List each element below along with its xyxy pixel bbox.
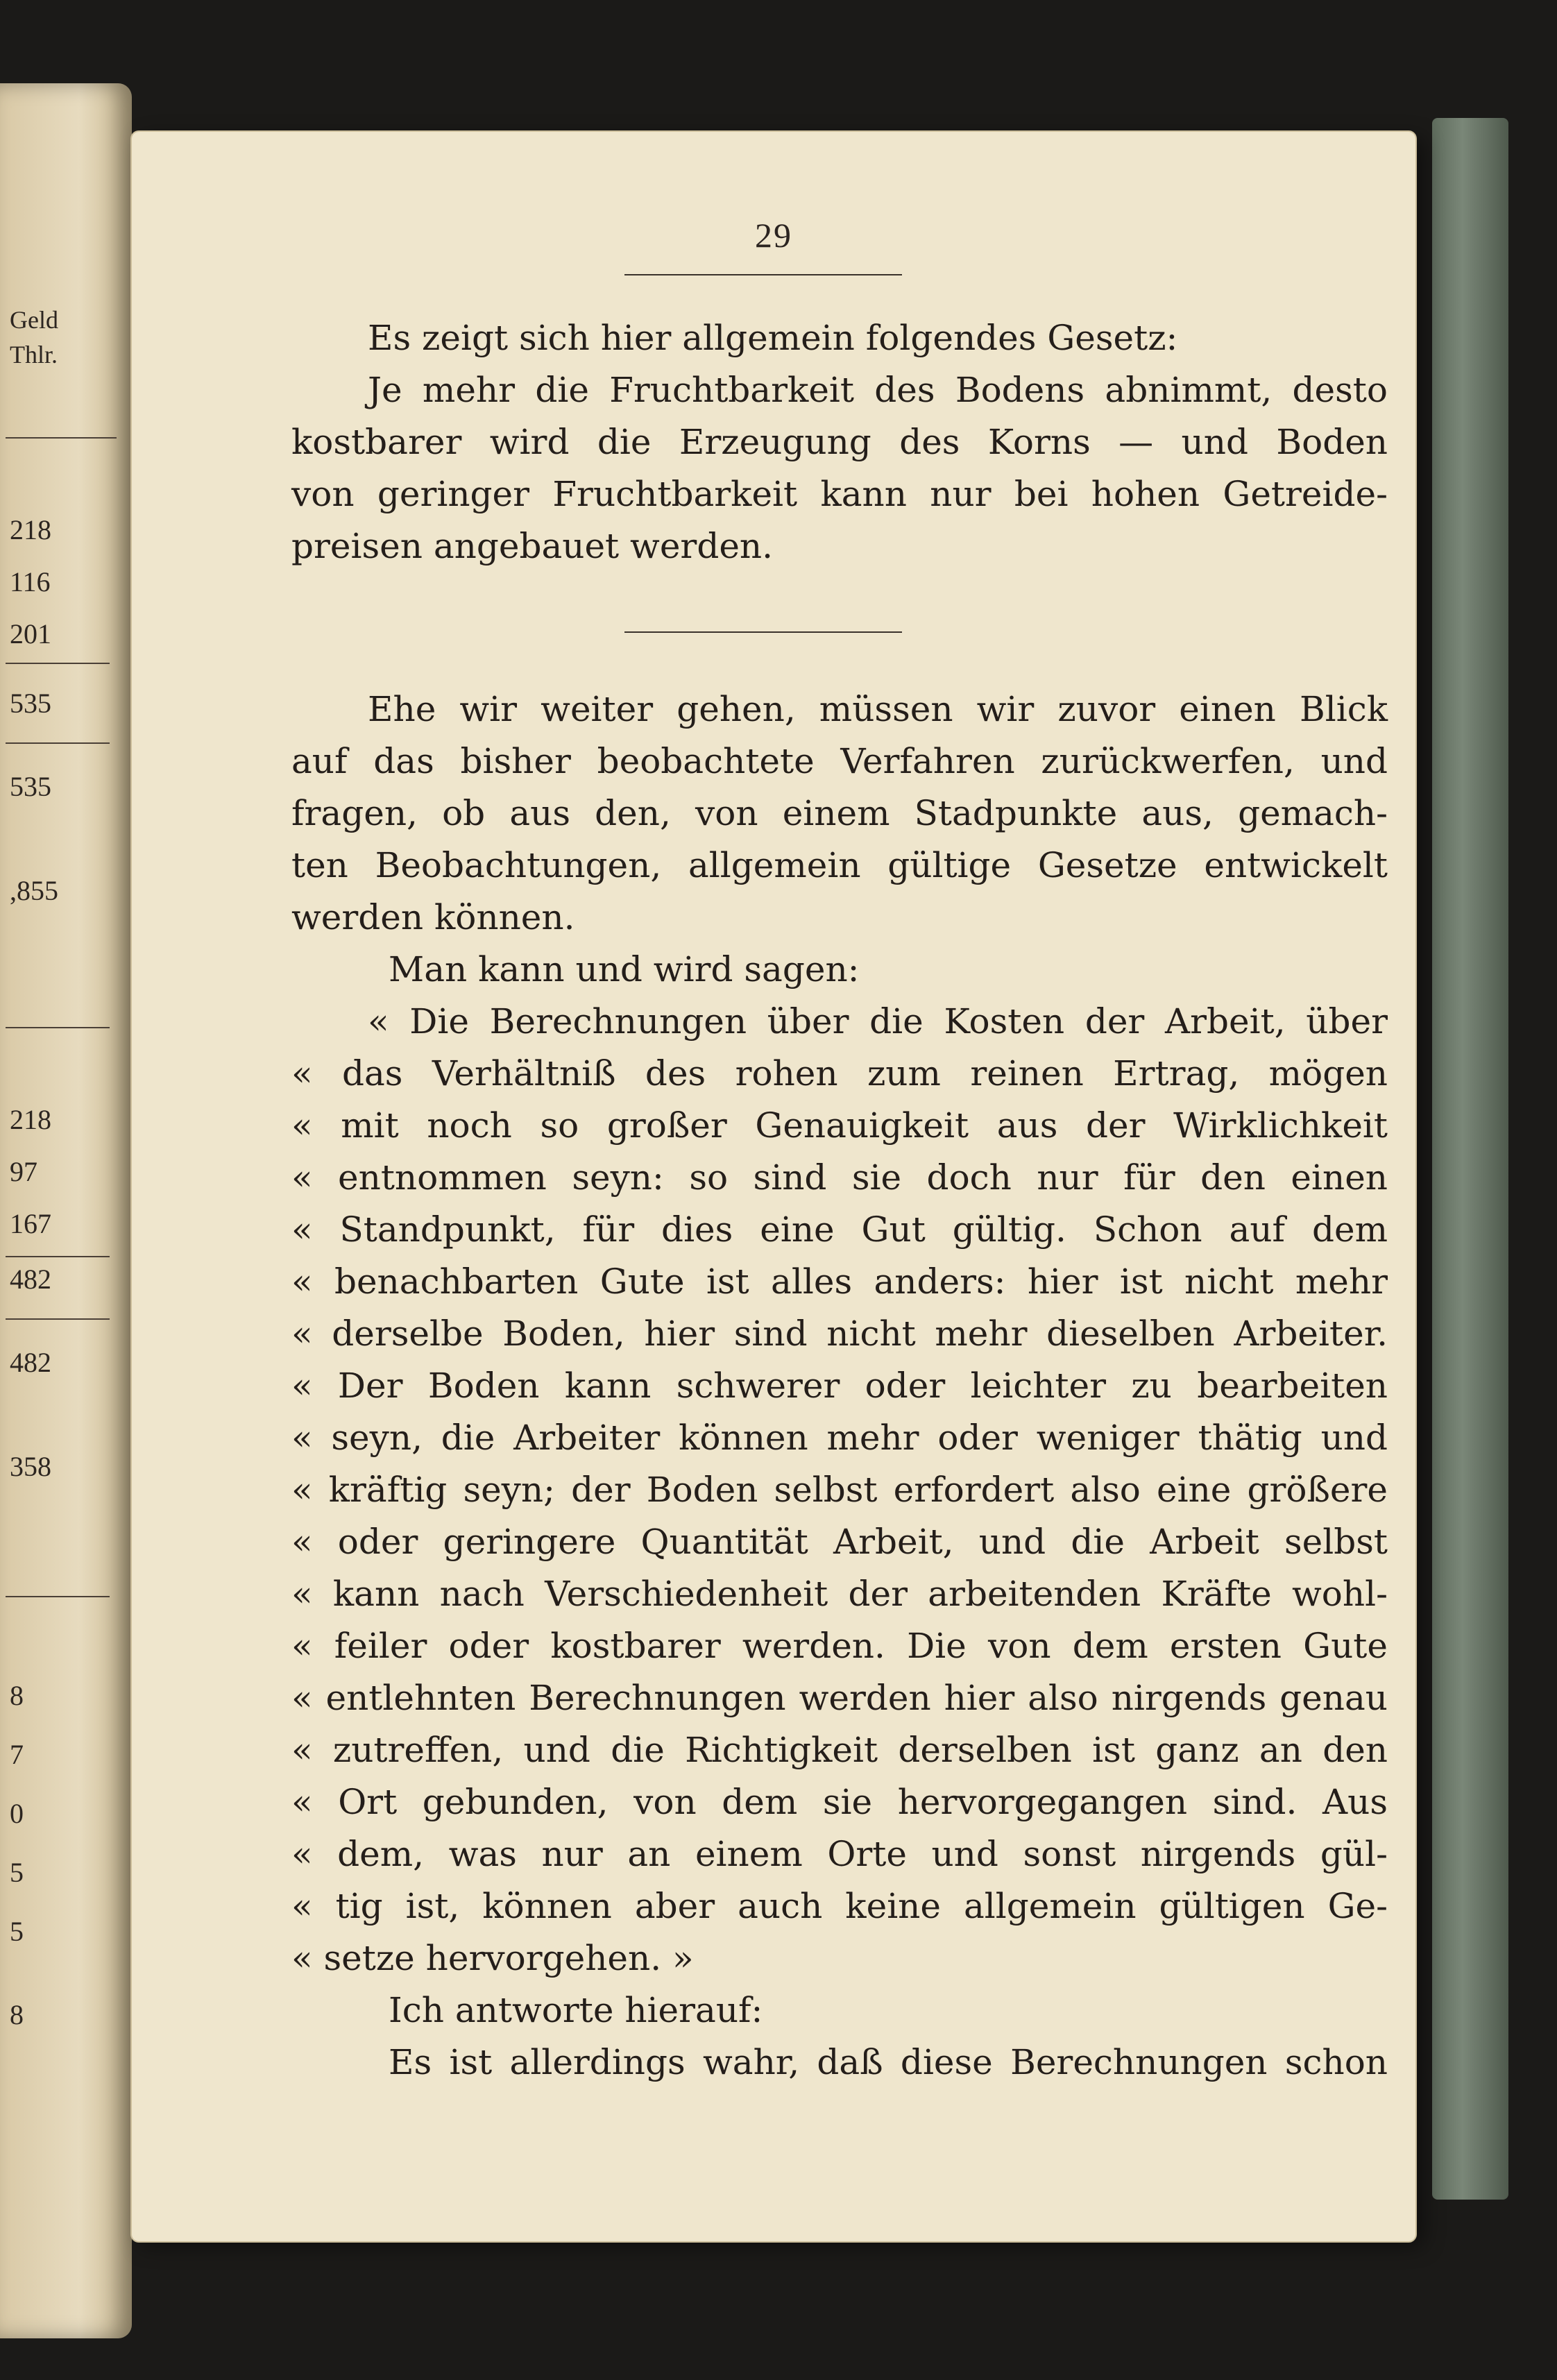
quote-line: « das Verhältniß des rohen zum reinen Ertrag, mögen [291,1053,1388,1094]
margin-number: 7 [10,1739,24,1770]
text-line: Ehe wir weiter gehen, müssen wir zuvor einen Blick [368,689,1388,729]
text-line: Es zeigt sich hier allgemein folgendes Gesetz: [368,318,1178,358]
margin-number: 0 [10,1798,24,1829]
text-line: von geringer Fruchtbarkeit kann nur bei hohen Getreide- [291,474,1388,514]
text-line: Ich antworte hierauf: [389,1990,763,2030]
header-rule [624,274,902,275]
text-line: fragen, ob aus den, von einem Stadpunkte aus, gemach- [291,793,1388,833]
quote-line: « seyn, die Arbeiter können mehr oder weniger thätig und [291,1418,1388,1458]
paragraph-discussion [291,683,1388,2089]
text-line: werden können. [291,897,575,937]
paragraph-law [291,312,1388,572]
column-rule [6,437,117,439]
column-rule [6,1596,110,1597]
margin-number: 535 [10,688,51,719]
quote-line: « kräftig seyn; der Boden selbst erfordert also eine größere [291,1470,1388,1510]
margin-number: 482 [10,1264,51,1295]
margin-number: 167 [10,1208,51,1239]
column-rule [6,1318,110,1320]
quote-line: « oder geringere Quantität Arbeit, und die Arbeit selbst [291,1522,1388,1562]
book-page [132,132,1415,2241]
quote-line: « tig ist, können aber auch keine allgemein gültigen Ge- [291,1886,1388,1926]
margin-number: 116 [10,566,51,597]
quote-line: « Die Berechnungen über die Kosten der Arbeit, über [368,1001,1388,1042]
margin-number: 535 [10,771,51,802]
text-line: ten Beobachtungen, allgemein gültige Gesetze entwickelt [291,845,1388,885]
quote-line: « dem, was nur an einem Orte und sonst nirgends gül- [291,1834,1388,1874]
quote-line: « entlehnten Berechnungen werden hier also nirgends genau [291,1678,1388,1718]
column-rule [6,742,110,744]
margin-number: 218 [10,514,51,545]
quote-line: « benachbarten Gute ist alles anders: hier ist nicht mehr [291,1261,1388,1302]
margin-number: 218 [10,1104,51,1135]
column-rule [6,1027,110,1028]
margin-number: 8 [10,1680,24,1711]
margin-number: ,855 [10,875,58,906]
margin-number: 97 [10,1156,37,1187]
column-rule [6,1256,110,1257]
margin-number: 8 [10,1999,24,2030]
column-header-geld: Geld [10,306,58,334]
quote-line: « entnommen seyn: so sind sie doch nur für den einen [291,1157,1388,1198]
text-line: Man kann und wird sagen: [389,949,860,989]
margin-number: 5 [10,1857,24,1888]
quote-line: « kann nach Verschiedenheit der arbeitenden Kräfte wohl- [291,1574,1388,1614]
previous-page-edge [0,83,132,2338]
quote-line: « Ort gebunden, von dem sie hervorgegangen sind. Aus [291,1782,1388,1822]
quote-line: « setze hervorgehen. » [291,1938,694,1978]
text-line: auf das bisher beobachtete Verfahren zurückwerfen, und [291,741,1388,781]
text-line: Es ist allerdings wahr, daß diese Berechnungen schon [389,2042,1388,2082]
text-line: Je mehr die Fruchtbarkeit des Bodens abnimmt, desto [368,370,1388,410]
column-rule [6,663,110,664]
book-cover-edge [1432,118,1508,2200]
page-number: 29 [755,216,792,255]
quote-line: « zutreffen, und die Richtigkeit derselben ist ganz an den [291,1730,1388,1770]
text-line: kostbarer wird die Erzeugung des Korns — und Boden [291,422,1388,462]
previous-page-margin-column [6,83,124,2338]
margin-number: 358 [10,1451,51,1482]
margin-number: 5 [10,1916,24,1947]
margin-number: 201 [10,618,51,649]
text-line: preisen angebauet werden. [291,526,774,566]
quote-line: « feiler oder kostbarer werden. Die von dem ersten Gute [291,1626,1388,1666]
margin-number: 482 [10,1347,51,1378]
quote-line: « mit noch so großer Genauigkeit aus der Wirklichkeit [291,1105,1388,1146]
quote-line: « Standpunkt, für dies eine Gut gültig. Schon auf dem [291,1209,1388,1250]
quote-line: « Der Boden kann schwerer oder leichter zu bearbeiten [291,1366,1388,1406]
section-divider [624,631,902,633]
column-header-thlr: Thlr. [10,341,58,368]
quote-line: « derselbe Boden, hier sind nicht mehr dieselben Arbeiter. [291,1314,1388,1354]
